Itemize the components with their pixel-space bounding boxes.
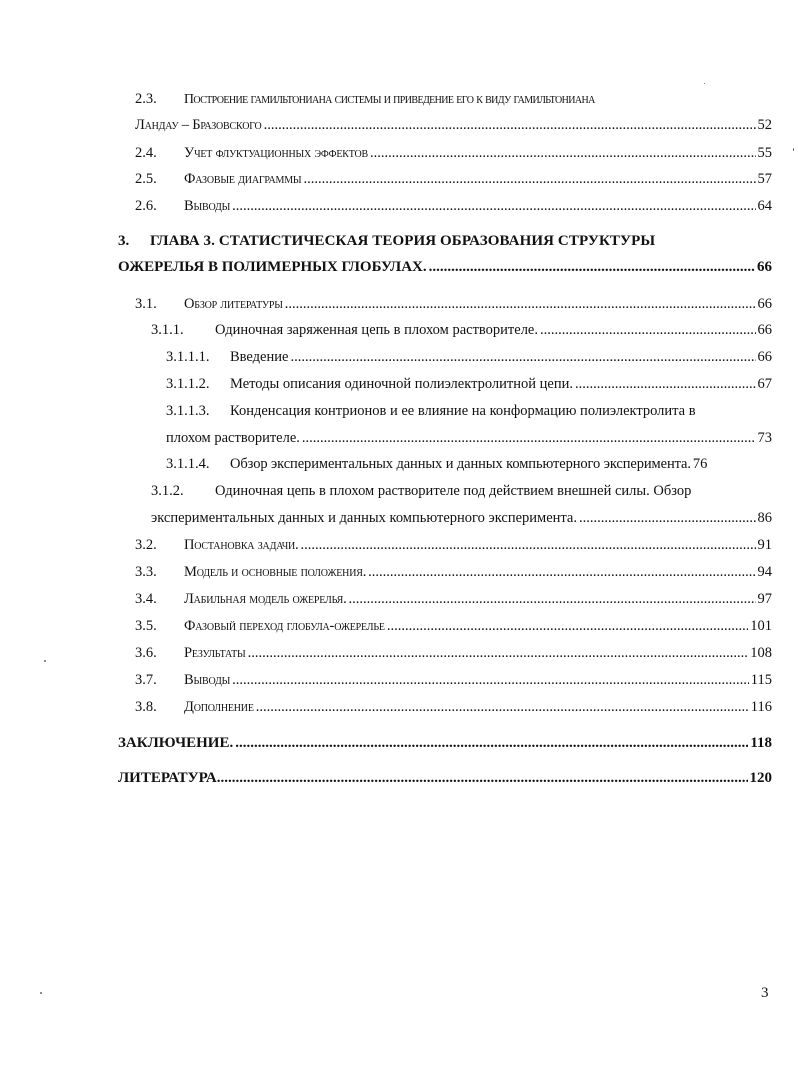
toc-entry-3-7 — [135, 671, 772, 689]
toc-2-5-page: 57 — [757, 171, 772, 187]
toc-leader-dots — [232, 197, 755, 215]
toc-3-1-1-1-title: Введение — [230, 349, 289, 365]
toc-leader-dots — [302, 429, 756, 447]
toc-2-3-number: 2.3. — [135, 91, 157, 107]
toc-3-7-page: 115 — [750, 672, 772, 688]
toc-3-1-2-number: 3.1.2. — [151, 483, 184, 499]
toc-entry-3-1-1-2 — [166, 375, 772, 393]
toc-entry-2-5 — [135, 170, 772, 188]
toc-2-3-page: 52 — [757, 117, 772, 133]
toc-2-4-number: 2.4. — [135, 145, 157, 161]
toc-ch3-number: 3. — [118, 233, 130, 249]
toc-3-1-2-page: 86 — [757, 510, 772, 526]
toc-3-5-number: 3.5. — [135, 618, 157, 634]
toc-leader-dots — [217, 769, 748, 787]
toc-entry-literature — [118, 769, 772, 787]
toc-conclusion-page: 118 — [750, 735, 772, 751]
scan-speck — [44, 660, 46, 662]
toc-3-3-page: 94 — [757, 564, 772, 580]
toc-entry-3-1-1-1 — [166, 348, 772, 366]
toc-3-6-title: Результаты — [184, 645, 246, 661]
toc-leader-dots — [248, 644, 749, 662]
toc-3-2-title: Постановка задачи. — [184, 537, 299, 553]
scan-speck — [704, 83, 705, 84]
toc-entry-ch3 — [118, 258, 772, 276]
toc-3-1-title: Обзор литературы — [184, 296, 283, 312]
scan-speck — [793, 148, 794, 151]
toc-leader-dots — [290, 348, 755, 366]
toc-2-3-title-line2: Ландау – Бразовского — [135, 117, 262, 133]
toc-3-1-page: 66 — [757, 296, 772, 312]
toc-3-7-number: 3.7. — [135, 672, 157, 688]
toc-3-1-1-4-number: 3.1.1.4. — [166, 456, 210, 472]
toc-2-5-title: Фазовые диаграммы — [184, 171, 302, 187]
toc-3-1-2-title-line2: экспериментальных данных и данных компьютерного эксперимента. — [151, 510, 577, 526]
toc-entry-2-6 — [135, 197, 772, 215]
toc-3-1-1-2-number: 3.1.1.2. — [166, 376, 210, 392]
toc-leader-dots — [232, 671, 749, 689]
toc-3-8-number: 3.8. — [135, 699, 157, 715]
toc-3-1-1-2-title: Методы описания одиночной полиэлектролитной цепи. — [230, 376, 573, 392]
toc-2-4-title: Учет флуктуационных эффектов — [184, 145, 368, 161]
toc-leader-dots — [256, 698, 749, 716]
toc-leader-dots — [264, 116, 756, 134]
toc-2-3-title-line1: Построение гамильтониана системы и приведение его к виду гамильтониана — [184, 91, 595, 106]
toc-3-1-2-title-line1: Одиночная цепь в плохом растворителе под действием внешней силы. Обзор — [215, 483, 692, 499]
toc-2-5-number: 2.5. — [135, 171, 157, 187]
toc-entry-3-8 — [135, 698, 772, 716]
toc-leader-dots — [303, 170, 755, 188]
toc-3-1-1-3-title-line1: Конденсация контрионов и ее влияние на конформацию полиэлектролита в — [230, 403, 696, 419]
toc-entry-3-2 — [135, 536, 772, 554]
toc-entry-conclusion — [118, 734, 772, 752]
toc-leader-dots — [235, 734, 748, 752]
toc-leader-dots — [285, 295, 756, 313]
toc-3-3-number: 3.3. — [135, 564, 157, 580]
toc-3-4-title: Лабильная модель ожерелья. — [184, 591, 347, 607]
toc-leader-dots — [575, 375, 756, 393]
toc-entry-3-6 — [135, 644, 772, 662]
toc-entry-3-1-1 — [151, 321, 772, 339]
toc-3-8-title: Дополнение — [184, 699, 254, 715]
scan-speck — [40, 992, 42, 994]
toc-3-6-number: 3.6. — [135, 645, 157, 661]
toc-2-6-number: 2.6. — [135, 198, 157, 214]
page-number: 3 — [761, 985, 769, 1001]
toc-leader-dots — [370, 144, 756, 162]
toc-leader-dots — [429, 258, 755, 276]
toc-2-6-title: Выводы — [184, 198, 231, 214]
toc-conclusion-title: ЗАКЛЮЧЕНИЕ. — [118, 735, 234, 751]
toc-entry-3-1-2 — [151, 509, 772, 527]
toc-leader-dots — [579, 509, 756, 527]
toc-3-1-1-3-number: 3.1.1.3. — [166, 403, 210, 419]
toc-3-1-1-2-page: 67 — [757, 376, 772, 392]
toc-3-1-1-1-page: 66 — [757, 349, 772, 365]
toc-3-1-1-page: 66 — [757, 322, 772, 338]
toc-leader-dots — [387, 617, 748, 635]
toc-ch3-page: 66 — [757, 259, 772, 275]
toc-3-1-1-4-title: Обзор экспериментальных данных и данных компьютерного эксперимента. — [230, 456, 691, 472]
toc-ch3-title-line2: ОЖЕРЕЛЬЯ В ПОЛИМЕРНЫХ ГЛОБУЛАХ. — [118, 259, 427, 275]
toc-entry-2-3 — [135, 116, 772, 134]
toc-3-5-page: 101 — [750, 618, 772, 634]
toc-entry-2-4 — [135, 144, 772, 162]
toc-leader-dots — [300, 536, 755, 554]
toc-leader-dots — [368, 563, 755, 581]
toc-entry-3-5 — [135, 617, 772, 635]
toc-3-1-1-1-number: 3.1.1.1. — [166, 349, 210, 365]
toc-3-6-page: 108 — [750, 645, 772, 661]
toc-literature-page: 120 — [749, 770, 772, 786]
toc-3-2-number: 3.2. — [135, 537, 157, 553]
toc-3-1-1-3-title-line2: плохом растворителе. — [166, 430, 300, 446]
toc-entry-3-4 — [135, 590, 772, 608]
toc-3-1-1-3-page: 73 — [757, 430, 772, 446]
toc-ch3-title-line1: ГЛАВА 3. СТАТИСТИЧЕСКАЯ ТЕОРИЯ ОБРАЗОВАНИЯ СТРУКТУРЫ — [150, 233, 656, 249]
toc-entry-3-1-1-3 — [166, 429, 772, 447]
toc-2-4-page: 55 — [757, 145, 772, 161]
toc-leader-dots — [540, 321, 756, 339]
toc-3-7-title: Выводы — [184, 672, 231, 688]
toc-leader-dots — [349, 590, 756, 608]
toc-3-1-1-title: Одиночная заряженная цепь в плохом растворителе. — [215, 322, 538, 338]
toc-entry-3-3 — [135, 563, 772, 581]
toc-entry-3-1-1-4 — [166, 455, 776, 473]
toc-3-4-number: 3.4. — [135, 591, 157, 607]
toc-3-2-page: 91 — [757, 537, 772, 553]
toc-3-5-title: Фазовый переход глобула-ожерелье — [184, 618, 385, 634]
toc-entry-3-1 — [135, 295, 772, 313]
toc-3-1-1-number: 3.1.1. — [151, 322, 184, 338]
toc-3-1-1-4-page: 76 — [692, 456, 708, 472]
toc-literature-title: ЛИТЕРАТУРА — [118, 770, 217, 786]
toc-3-1-number: 3.1. — [135, 296, 157, 312]
toc-3-8-page: 116 — [750, 699, 772, 715]
toc-3-3-title: Модель и основные положения. — [184, 564, 367, 580]
toc-3-4-page: 97 — [757, 591, 772, 607]
toc-2-6-page: 64 — [757, 198, 772, 214]
